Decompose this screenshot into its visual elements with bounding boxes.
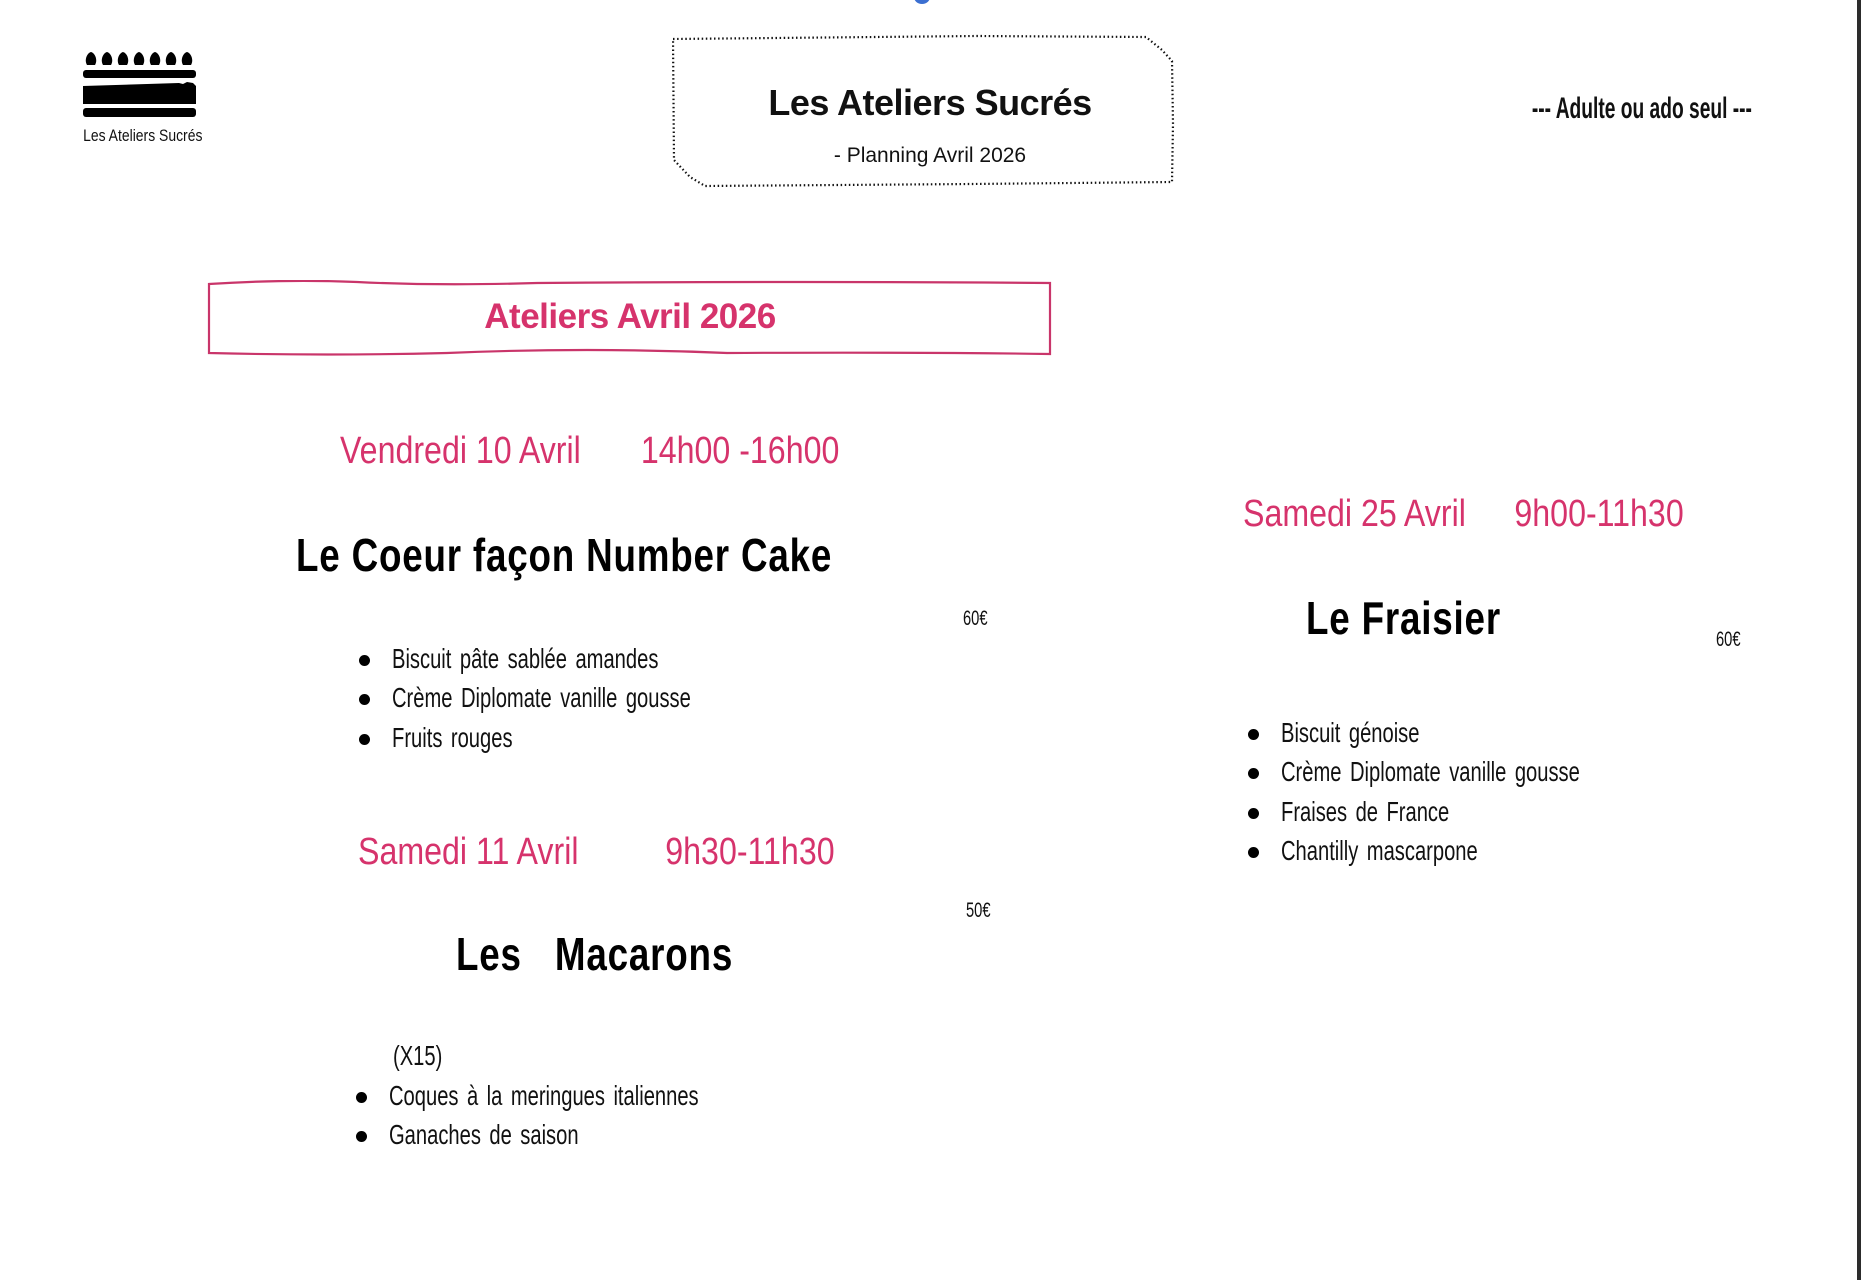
workshop-1-time: 14h00 -16h00 — [640, 430, 840, 472]
workshop-3-time: 9h00-11h30 — [1514, 493, 1684, 535]
section-title-box — [207, 280, 1053, 358]
page-edge-border — [1857, 0, 1861, 1280]
bullet-icon — [1248, 768, 1259, 779]
workshop-2-price: 50€ — [966, 899, 991, 922]
workshop-1-price: 60€ — [963, 607, 988, 630]
strawberry-cake-icon — [83, 48, 197, 118]
workshop-1-datetime — [340, 430, 901, 473]
top-indicator-dot — [914, 0, 930, 4]
workshop-2-datetime — [358, 831, 892, 874]
bullet-icon — [1248, 729, 1259, 740]
workshop-1-title: Le Coeur façon Number Cake — [296, 529, 833, 581]
section-title: Ateliers Avril 2026 — [484, 297, 776, 336]
workshop-3-title: Le Fraisier — [1306, 592, 1501, 644]
page-subtitle: - Planning Avril 2026 — [833, 144, 1027, 167]
bullet-icon — [356, 1131, 367, 1142]
bullet-icon — [359, 734, 370, 745]
workshop-2-time: 9h30-11h30 — [665, 831, 835, 873]
workshop-3-datetime — [1243, 493, 1738, 536]
workshop-1-date: Vendredi 10 Avril — [340, 430, 581, 472]
page-title: Les Ateliers Sucrés — [768, 82, 1092, 123]
workshop-3-date: Samedi 25 Avril — [1243, 493, 1466, 535]
workshop-2-quantity: (X15) — [393, 1040, 443, 1071]
logo — [70, 48, 210, 148]
bullet-icon — [1248, 808, 1259, 819]
bullet-icon — [359, 694, 370, 705]
workshop-2-date: Samedi 11 Avril — [358, 831, 579, 873]
workshop-3-price: 60€ — [1716, 628, 1741, 651]
header-box — [672, 34, 1188, 190]
workshop-2-title: Les Macarons — [456, 928, 734, 980]
logo-name: Les Ateliers Sucrés — [83, 126, 203, 145]
audience-label: --- Adulte ou ado seul --- — [1531, 92, 1752, 125]
bullet-icon — [1248, 847, 1259, 858]
bullet-icon — [359, 655, 370, 666]
bullet-icon — [356, 1092, 367, 1103]
